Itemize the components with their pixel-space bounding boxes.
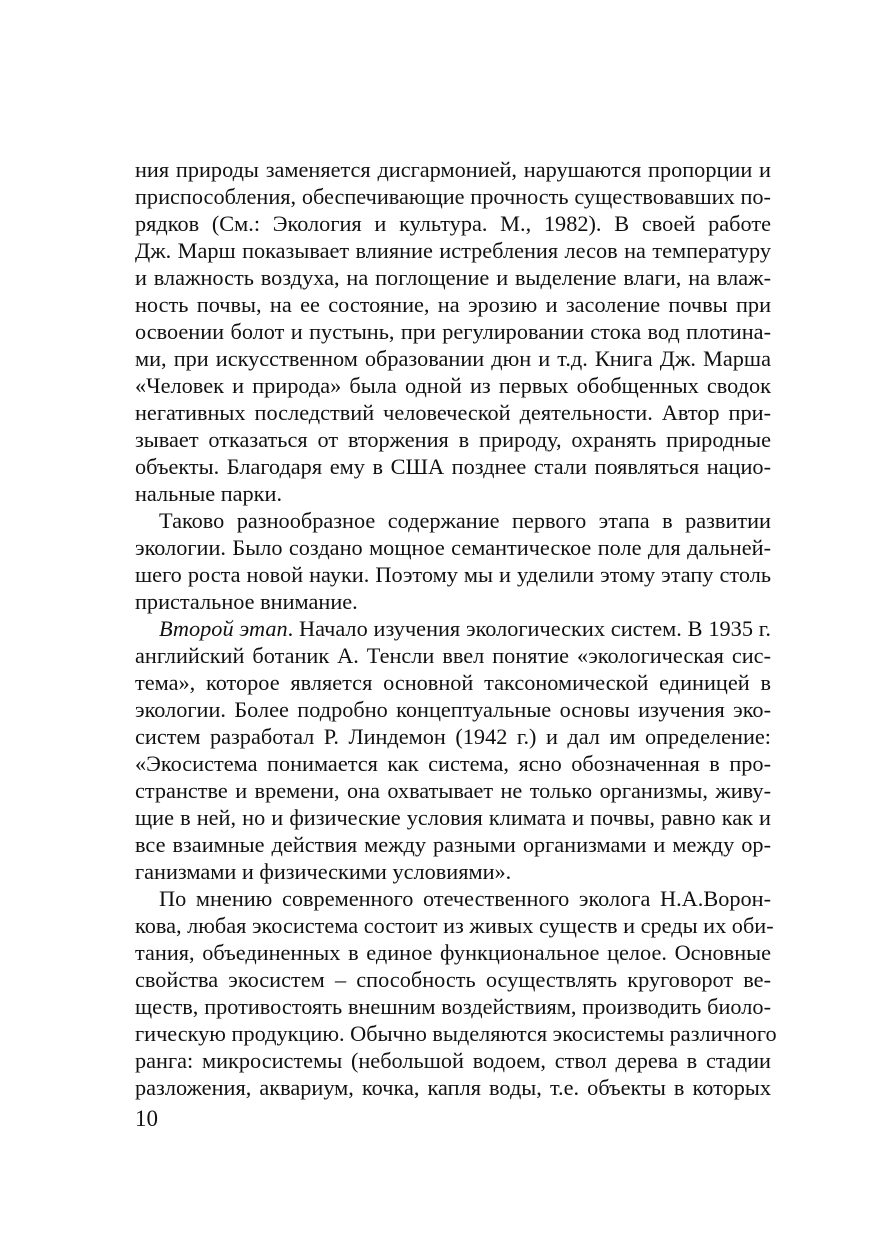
line-text: ганизмами и физическими условиями».: [135, 859, 512, 884]
text-line: [135, 426, 771, 453]
text-line: [135, 642, 771, 669]
line-text: экологии. Было создано мощное семантическое поле для дальней-: [135, 535, 771, 560]
text-line: [135, 1074, 771, 1101]
text-line: [135, 264, 771, 291]
line-text: Дж. Марш показывает влияние истребления лесов на температуру: [135, 238, 771, 263]
text-line: [135, 561, 771, 588]
text-line: [135, 993, 771, 1020]
text-line: [135, 912, 774, 939]
text-line: [135, 480, 771, 507]
line-text: «Экосистема понимается как система, ясно обозначенная в про-: [135, 751, 771, 776]
line-text: ми, при искусственном образовании дюн и т.д. Книга Дж. Марша: [135, 346, 771, 371]
line-text: гическую продукцию. Обычно выделяются экосистемы различного: [135, 1021, 777, 1046]
text-line: [135, 939, 771, 966]
line-text: пристальное внимание.: [135, 589, 358, 614]
text-line: [135, 777, 771, 804]
line-text: английский ботаник А. Тенсли ввел понятие «экологическая сис-: [135, 643, 771, 668]
text-line: [135, 507, 771, 534]
text-line: [135, 453, 771, 480]
line-text: «Человек и природа» была одной из первых обобщенных сводок: [135, 373, 771, 398]
text-line: [135, 696, 771, 723]
text-line: [135, 237, 771, 264]
text-line: [135, 723, 771, 750]
text-line: [135, 966, 771, 993]
text-line: [135, 669, 771, 696]
paragraph: [135, 885, 777, 1101]
line-text: разложения, аквариум, кочка, капля воды, т.е. объекты в которых: [135, 1075, 771, 1100]
line-text: ранга: микросистемы (небольшой водоем, ствол дерева в стадии: [135, 1048, 771, 1073]
body-text: [135, 156, 777, 1101]
line-text: ность почвы, на ее состояние, на эрозию и засоление почвы при: [135, 292, 771, 317]
text-line: [135, 345, 771, 372]
line-text: нальные парки.: [135, 481, 283, 506]
text-line: [135, 534, 771, 561]
line-text: По мнению современного отечественного эколога Н.А.Ворон-: [159, 886, 771, 911]
line-text: . Начало изучения экологических систем. В 1935 г.: [287, 616, 771, 641]
line-text: приспособления, обеспечивающие прочность существовавших по-: [135, 184, 771, 209]
text-line: [135, 804, 771, 831]
paragraph: [135, 615, 771, 885]
line-text: ществ, противостоять внешним воздействиям, производить биоло-: [135, 994, 771, 1019]
text-line: [135, 588, 771, 615]
line-text: свойства экосистем – способность осуществлять круговорот ве-: [135, 967, 771, 992]
text-line: [135, 399, 771, 426]
text-line: [135, 831, 771, 858]
text-line: [135, 1047, 771, 1074]
line-text: экологии. Более подробно концептуальные основы изучения эко-: [135, 697, 771, 722]
text-line: [135, 1020, 777, 1047]
paragraph: [135, 507, 771, 615]
line-text: щие в ней, но и физические условия климата и почвы, равно как и: [135, 805, 771, 830]
line-text: странстве и времени, она охватывает не только организмы, живу-: [135, 778, 771, 803]
line-text: тема», которое является основной таксономической единицей в: [135, 670, 771, 695]
text-line: [135, 183, 771, 210]
line-text: зывает отказаться от вторжения в природу, охранять природные: [135, 427, 771, 452]
line-text: рядков (См.: Экология и культура. М., 1982). В своей работе: [135, 211, 771, 236]
line-text: кова, любая экосистема состоит из живых существ и среды их оби-: [135, 913, 774, 938]
line-text: объекты. Благодаря ему в США позднее стали появляться нацио-: [135, 454, 771, 479]
line-text: освоении болот и пустынь, при регулировании стока вод плотина-: [135, 319, 771, 344]
text-line: [135, 858, 771, 885]
line-text: систем разработал Р. Линдемон (1942 г.) и дал им определение:: [135, 724, 771, 749]
line-text: все взаимные действия между разными организмами и между ор-: [135, 832, 771, 857]
line-text: тания, объединенных в единое функциональное целое. Основные: [135, 940, 771, 965]
text-line: [135, 210, 771, 237]
line-text: шего роста новой науки. Поэтому мы и уделили этому этапу столь: [135, 562, 771, 587]
text-line: [135, 318, 771, 345]
line-text: Таково разнообразное содержание первого этапа в развитии: [159, 508, 771, 533]
text-line: [135, 750, 771, 777]
page-number: 10: [135, 1106, 158, 1131]
line-text: и влажность воздуха, на поглощение и выделение влаги, на влаж-: [135, 265, 771, 290]
line-text: ния природы заменяется дисгармонией, нарушаются пропорции и: [135, 157, 771, 182]
line-text: негативных последствий человеческой деятельности. Автор при-: [135, 400, 771, 425]
italic-heading: Второй этап: [159, 616, 288, 641]
text-line: [135, 372, 771, 399]
paragraph: [135, 156, 771, 507]
text-line: [135, 885, 771, 912]
text-line: [135, 156, 771, 183]
text-line: [135, 615, 771, 642]
text-line: [135, 291, 771, 318]
